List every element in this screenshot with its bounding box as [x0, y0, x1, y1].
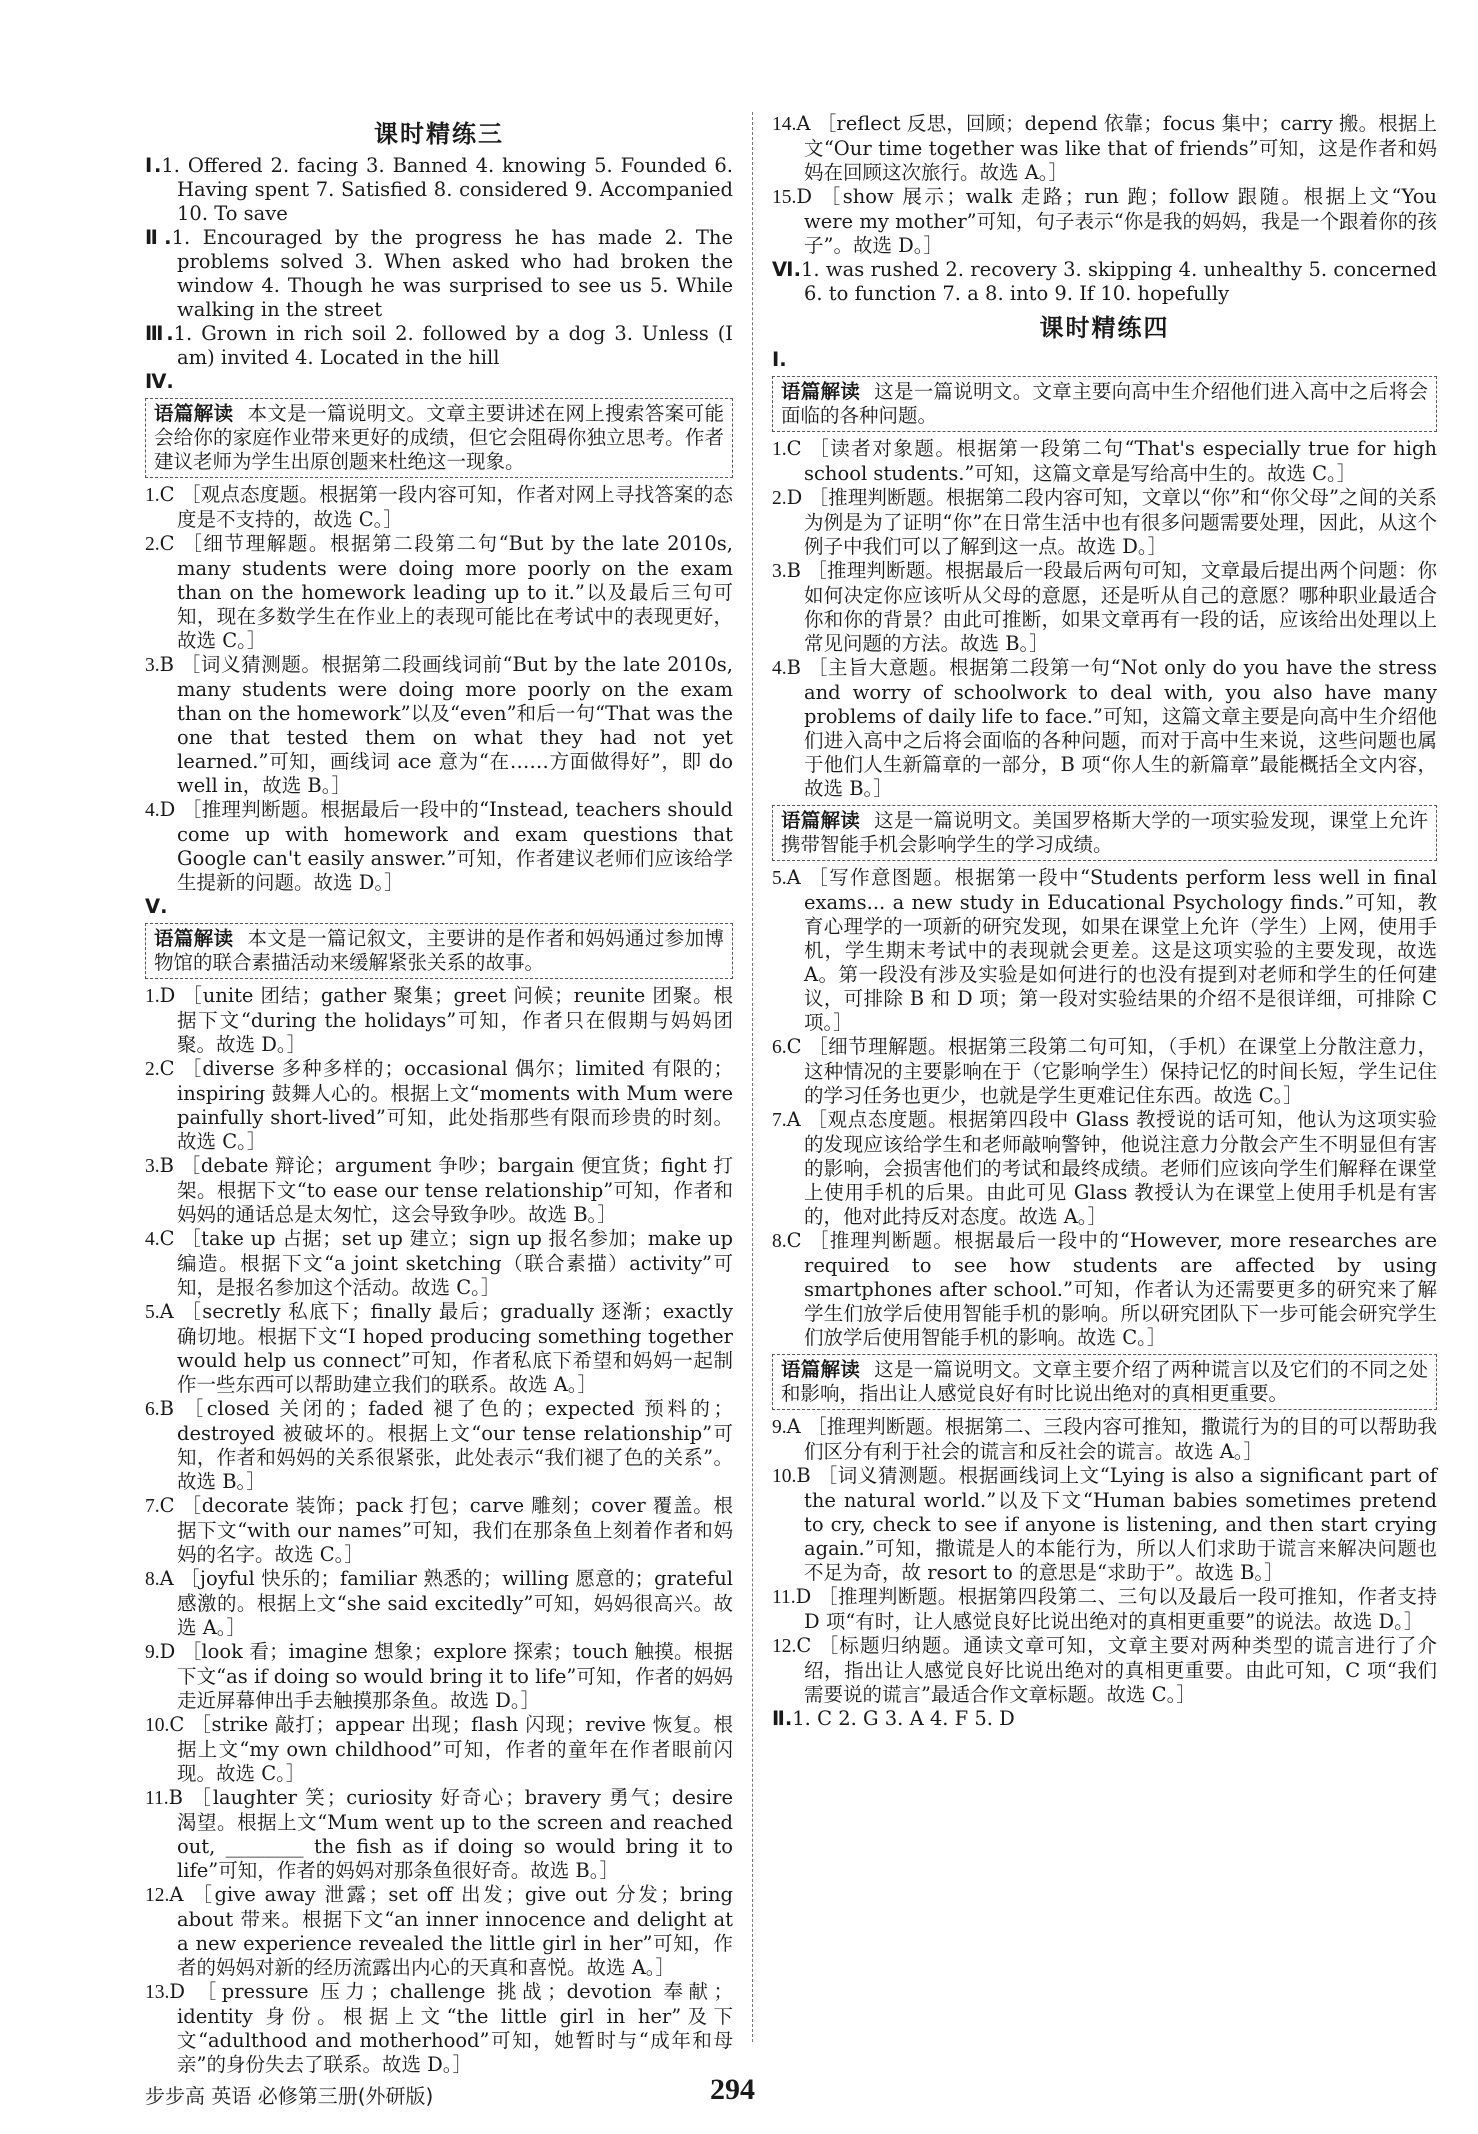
item-number: 3. [145, 1156, 160, 1177]
item-number: 7. [145, 1496, 160, 1517]
list-item [772, 112, 1437, 185]
list-item [772, 1108, 1437, 1229]
item-text: A ［reflect 反思，回顾；depend 依靠；focus 集中；carry 搬。根据上文“Our time together was like that of friends”可知，这是作者和妈妈在回顾这次旅行。故选 A。］ [796, 112, 1437, 184]
item-number: 12. [145, 1885, 170, 1906]
list-item [145, 1567, 733, 1640]
list-item [772, 1585, 1437, 1634]
section-title-4: 课时精练四 [1039, 314, 1170, 342]
part-6-answers [772, 258, 1437, 306]
section-title-3: 课时精练三 [374, 120, 504, 148]
note-tag: 语篇解读 [781, 809, 861, 832]
right-column [772, 112, 1437, 1731]
part-2-answers [145, 226, 733, 322]
item-text: A ［secretly 私底下；finally 最后；gradually 逐渐；exactly 确切地。根据下文“I hoped producing something together would help us connect”可知，作者私底下希望和妈妈一起制作一些东西可以帮助建立我们的联系。故选 A。］ [159, 1300, 733, 1396]
part-label: Ⅴ. [145, 895, 168, 918]
item-number: 1. [145, 485, 160, 506]
part-label: Ⅳ. [145, 370, 174, 393]
item-number: 7. [772, 1110, 787, 1131]
note-tag: 语篇解读 [154, 402, 234, 425]
list-item [145, 532, 733, 653]
list-item [145, 1494, 733, 1567]
item-number: 2. [145, 534, 160, 555]
note-tag: 语篇解读 [154, 927, 234, 950]
part-5-items [145, 984, 733, 2077]
part-label: Ⅵ. [772, 258, 801, 281]
passage-note [145, 923, 733, 979]
list-item [772, 1464, 1437, 1585]
item-number: 5. [145, 1302, 160, 1323]
item-text: B ［debate 辩论；argument 争吵；bargain 便宜货；fight 打架。根据下文“to ease our tense relationship”可知，作者和妈妈的通话总是太匆忙，这会导致争吵。故选 B。］ [159, 1154, 733, 1226]
list-item [772, 1415, 1437, 1464]
top-items [772, 112, 1437, 258]
item-number: 9. [145, 1642, 160, 1663]
list-item [145, 798, 733, 895]
note-text: 这是一篇说明文。美国罗格斯大学的一项实验发现，课堂上允许携带智能手机会影响学生的学习成绩。 [781, 809, 1428, 856]
item-number: 8. [145, 1569, 160, 1590]
list-item [772, 185, 1437, 258]
column-divider [752, 112, 753, 2042]
part-text: 1. C 2. G 3. A 4. F 5. D [792, 1707, 1015, 1730]
part-label: Ⅱ. [145, 226, 172, 249]
item-text: D ［show 展示；walk 走路；run 跑；follow 跟随。根据上文“You were my mother”可知，句子表示“你是我的妈妈，我是一个跟着你的孩子”。故选 D。］ [796, 185, 1437, 257]
item-text: D ［look 看；imagine 想象；explore 探索；touch 触摸。根据下文“as if doing so would bring it to life”可知，作者的妈妈走近屏幕伸出手去触摸那条鱼。故选 D。］ [159, 1640, 733, 1712]
part-text: 1. Grown in rich soil 2. followed by a dog 3. Unless (I am) invited 4. Located in the hill [173, 322, 734, 369]
item-text: D ［pressure 压力；challenge 挑战；devotion 奉献；identity 身份。根据上文“the little girl in her”及下文“adulthood and motherhood”可知，她暂时与“成年和母亲”的身份失去了联系。故选 D。］ [169, 1980, 733, 2076]
item-text: A ［joyful 快乐的；familiar 熟悉的；willing 愿意的；grateful 感激的。根据上文“she said excitedly”可知，妈妈很高兴。故选 A。］ [159, 1567, 733, 1639]
part-label: Ⅰ. [145, 154, 162, 177]
item-number: 14. [772, 114, 797, 135]
part-text: 1. was rushed 2. recovery 3. skipping 4. unhealthy 5. concerned 6. to function 7. a 8. into 9. If 10. hopefully [800, 258, 1437, 305]
part-text: 1. Offered 2. facing 3. Banned 4. knowing 5. Founded 6. Having spent 7. Satisfied 8. considered 9. Accompanied 10. To save [161, 154, 733, 225]
list-item [145, 653, 733, 798]
item-text: C ［strike 敲打；appear 出现；flash 闪现；revive 恢复。根据上文“my own childhood”可知，作者的童年在作者眼前闪现。故选 C。］ [169, 1713, 733, 1785]
list-item [145, 1397, 733, 1494]
part-label: Ⅱ. [772, 1707, 793, 1730]
list-item [772, 559, 1437, 656]
item-number: 6. [772, 1037, 787, 1058]
item-number: 9. [772, 1417, 787, 1438]
item-number: 5. [772, 868, 787, 889]
part-1c-items [772, 1415, 1437, 1707]
part-4-items [145, 483, 733, 895]
left-column [145, 112, 733, 2077]
item-number: 2. [145, 1059, 160, 1080]
item-text: A ［推理判断题。根据第二、三段内容可推知，撒谎行为的目的可以帮助我们区分有利于社会的谎言和反社会的谎言。故选 A。］ [786, 1415, 1437, 1463]
item-text: C ［读者对象题。根据第一段第二句“That's especially true for high school students.”可知，这篇文章是写给高中生的。故选 C。］ [786, 437, 1437, 485]
item-number: 3. [145, 655, 160, 676]
part-2-answers [772, 1707, 1437, 1731]
item-number: 12. [772, 1636, 797, 1657]
part-5-header [145, 895, 733, 919]
list-item [145, 1154, 733, 1227]
item-number: 8. [772, 1231, 787, 1252]
item-text: C ［diverse 多种多样的；occasional 偶尔；limited 有限的；inspiring 鼓舞人心的。根据上文“moments with Mum were painfully short-lived”可知，此处指那些有限而珍贵的时刻。故选 C。］ [159, 1057, 733, 1153]
list-item [772, 866, 1437, 1035]
item-text: B ［laughter 笑；curiosity 好奇心；bravery 勇气；desire 渴望。根据上文“Mum went up to the screen and reached out, ________ the fish as if doing so would bring it to life”可知，作者的妈妈对那条鱼很好奇。故选 B。］ [168, 1786, 733, 1882]
item-number: 4. [772, 658, 787, 679]
passage-note [772, 1354, 1437, 1410]
passage-note [772, 376, 1437, 432]
passage-note [145, 398, 733, 478]
item-text: C ［细节理解题。根据第三段第二句可知，（手机）在课堂上分散注意力，这种情况的主要影响在于（它影响学生）保持记忆的时间长短，学生记住的学习任务也更少，也就是学生更难记住东西。故选 C。］ [786, 1035, 1437, 1107]
list-item [145, 1980, 733, 2077]
item-number: 13. [145, 1982, 170, 2003]
item-text: D ［推理判断题。根据第二段内容可知，文章以“你”和“你父母”之间的关系为例是为了证明“你”在日常生活中也有很多问题需要处理，因此，从这个例子中我们可以了解到这一点。故选 D。］ [786, 486, 1437, 558]
item-text: C ［take up 占据；set up 建立；sign up 报名参加；make up 编造。根据下文“a joint sketching（联合素描）activity”可知，是报名参加这个活动。故选 C。］ [159, 1227, 733, 1299]
note-text: 这是一篇说明文。文章主要向高中生介绍他们进入高中之后将会面临的各种问题。 [781, 380, 1428, 427]
note-tag: 语篇解读 [781, 1358, 861, 1381]
item-text: C ［decorate 装饰；pack 打包；carve 雕刻；cover 覆盖。根据下文“with our names”可知，我们在那条鱼上刻着作者和妈妈的名字。故选 C。］ [159, 1494, 733, 1566]
list-item [772, 1035, 1437, 1108]
part-text: 1. Encouraged by the progress he has made 2. The problems solved 3. When asked who had broken the window 4. Though he was surprised to see us 5. While walking in the street [171, 226, 733, 321]
item-text: C ［细节理解题。根据第二段第二句“But by the late 2010s, many students were doing more poorly on the exam than on the homework leading up to it.”以及最后三句可知，现在多数学生在作业上的表现可能比在考试中的表现更好，故选 C。］ [159, 532, 733, 652]
note-tag: 语篇解读 [781, 380, 861, 403]
list-item [145, 1640, 733, 1713]
item-text: D ［unite 团结；gather 聚集；greet 问候；reunite 团聚。根据下文“during the holidays”可知，作者只在假期与妈妈团聚。故选 D。］ [159, 984, 733, 1056]
item-number: 6. [145, 1399, 160, 1420]
list-item [145, 483, 733, 532]
list-item [145, 1883, 733, 1980]
item-text: B ［词义猜测题。根据画线词上文“Lying is also a significant part of the natural world.”以及下文“Human babies sometimes pretend to cry, check to see if anyone is listening, and then start crying again.”可知，撒谎是人的本能行为，所以人们求助于谎言来解决问题也不足为奇，故 resort to 的意思是“求助于”。故选 B。］ [796, 1464, 1437, 1584]
note-text: 本文是一篇记叙文，主要讲的是作者和妈妈通过参加博物馆的联合素描活动来缓解紧张关系的故事。 [154, 927, 724, 974]
item-text: D ［推理判断题。根据第四段第二、三句以及最后一段可推知，作者支持 D 项“有时，让人感觉良好比说出绝对的真相更重要”的说法。故选 D。］ [795, 1585, 1437, 1633]
part-4-header [145, 370, 733, 394]
book-info: 步步高 英语 必修第三册(外研版) [145, 2084, 434, 2108]
item-number: 1. [772, 439, 787, 460]
part-label: Ⅰ. [772, 348, 787, 371]
item-text: C ［标题归纳题。通读文章可知，文章主要对两种类型的谎言进行了介绍，指出让人感觉良好比说出绝对的真相更重要。由此可知，C 项“我们需要说的谎言”最适合作文章标题。故选 C。］ [796, 1634, 1437, 1706]
list-item [145, 1300, 733, 1397]
page-number: 294 [710, 2073, 755, 2106]
list-item [145, 1227, 733, 1300]
item-number: 11. [772, 1587, 796, 1608]
item-text: A ［观点态度题。根据第四段中 Glass 教授说的话可知，他认为这项实验的发现应该给学生和老师敲响警钟，他说注意力分散会产生不明显但有害的影响，会损害他们的考试和最终成绩。老师们应该向学生们解释在课堂上使用手机的后果。由此可见 Glass 教授认为在课堂上使用手机是有害的，他对此持反对态度。故选 A。］ [786, 1108, 1437, 1228]
item-text: A ［give away 泄露；set off 出发；give out 分发；bring about 带来。根据下文“an inner innocence and delight at a new experience revealed the little girl in her”可知，作者的妈妈对新的经历流露出内心的天真和喜悦。故选 A。］ [169, 1883, 733, 1979]
item-number: 10. [772, 1466, 797, 1487]
item-text: B ［推理判断题。根据最后一段最后两句可知，文章最后提出两个问题：你如何决定你应该听从父母的意愿，还是听从自己的意愿？哪种职业最适合你和你的背景？由此可推断，如果文章再有一段的话，应该给出处理以上常见问题的方法。故选 B。］ [786, 559, 1437, 655]
item-text: B ［主旨大意题。根据第二段第一句“Not only do you have the stress and worry of schoolwork to deal with, you also have many problems of daily life to face.”可知，这篇文章主要是向高中生介绍他们进入高中之后将会面临的各种问题，而对于高中生来说，这些问题也属于他们人生新篇章的一部分，B 项“你人生的新篇章”最能概括全文内容，故选 B。］ [786, 656, 1437, 800]
item-number: 2. [772, 488, 787, 509]
list-item [145, 1057, 733, 1154]
part-1-header [772, 348, 1437, 372]
list-item [772, 656, 1437, 801]
item-text: B ［词义猜测题。根据第二段画线词前“But by the late 2010s, many students were doing more poorly on the exam than on the homework”以及“even”和后一句“That was the one that tested them on what they had not yet learned.”可知，画线词 ace 意为“在……方面做得好”，即 do well in，故选 B。］ [159, 653, 733, 797]
item-text: D ［推理判断题。根据最后一段中的“Instead, teachers should come up with homework and exam questions that Google can't easily answer.”可知，作者建议老师们应该给学生提新的问题。故选 D。］ [159, 798, 733, 894]
list-item [772, 1634, 1437, 1707]
item-number: 3. [772, 561, 787, 582]
list-item [145, 984, 733, 1057]
list-item [145, 1713, 733, 1786]
item-number: 4. [145, 800, 160, 821]
item-text: A ［写作意图题。根据第一段中“Students perform less well in final exams... a new study in Educational Psychology finds.”可知，教育心理学的一项新的研究发现，如果在课堂上允许（学生）上网，使用手机，学生期末考试中的表现就会更差。这是这项实验的主要发现，故选 A。第一段没有涉及实验是如何进行的也没有提到对老师和学生的任何建议，可排除 B 和 D 项；第一段对实验结果的介绍不是很详细，可排除 C 项。］ [786, 866, 1437, 1034]
part-label: Ⅲ. [145, 322, 174, 345]
item-number: 10. [145, 1715, 170, 1736]
list-item [772, 1229, 1437, 1350]
list-item [772, 486, 1437, 559]
item-number: 11. [145, 1788, 169, 1809]
item-number: 4. [145, 1229, 160, 1250]
note-text: 这是一篇说明文。文章主要介绍了两种谎言以及它们的不同之处和影响，指出让人感觉良好有时比说出绝对的真相更重要。 [781, 1358, 1428, 1405]
list-item [772, 437, 1437, 486]
part-1-answers [145, 154, 733, 226]
passage-note [772, 805, 1437, 861]
item-number: 15. [772, 187, 797, 208]
part-1-items [772, 437, 1437, 801]
item-text: C ［观点态度题。根据第一段内容可知，作者对网上寻找答案的态度是不支持的，故选 C。］ [159, 483, 733, 531]
part-3-answers [145, 322, 733, 370]
list-item [145, 1786, 733, 1883]
note-text: 本文是一篇说明文。文章主要讲述在网上搜索答案可能会给你的家庭作业带来更好的成绩，但它会阻碍你独立思考。作者建议老师为学生出原创题来杜绝这一现象。 [154, 402, 724, 473]
part-1b-items [772, 866, 1437, 1350]
item-number: 1. [145, 986, 160, 1007]
item-text: C ［推理判断题。根据最后一段中的“However, more researches are required to see how students are affected by using smartphones after school.”可知，作者认为还需要更多的研究来了解学生们放学后使用智能手机的影响。所以研究团队下一步可能会研究学生们放学后使用智能手机的影响。故选 C。］ [786, 1229, 1437, 1349]
item-text: B ［closed 关闭的；faded 褪了色的；expected 预料的；destroyed 被破坏的。根据上文“our tense relationship”可知，作者和妈妈的关系很紧张，此处表示“我们褪了色的关系”。故选 B。］ [159, 1397, 733, 1493]
